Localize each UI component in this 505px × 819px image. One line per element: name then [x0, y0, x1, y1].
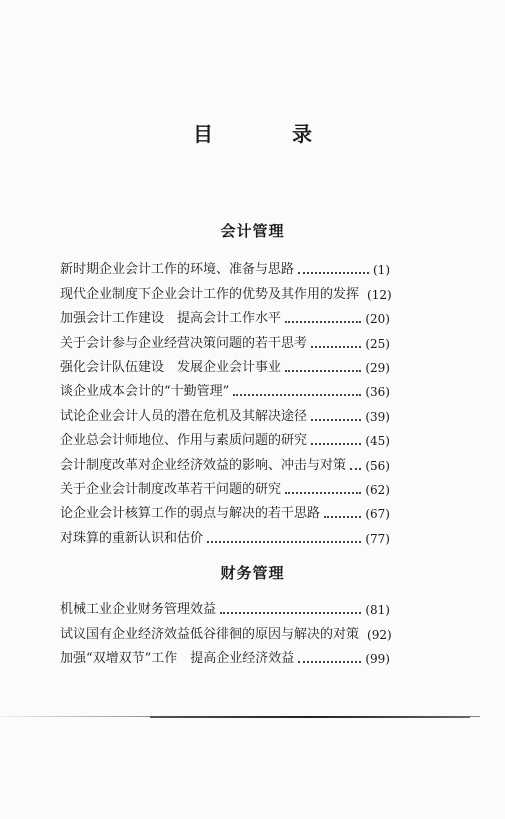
toc-entry-page: (29)	[365, 360, 390, 375]
toc-entry[interactable]	[60, 302, 390, 326]
toc-entry[interactable]	[60, 448, 390, 472]
toc-entry[interactable]	[60, 375, 390, 399]
section-heading-finance: 财务管理	[220, 564, 285, 582]
toc-entry-title: 新时期企业会计工作的环境、准备与思路	[60, 262, 295, 278]
toc-entry-title: 试议国有企业经济效益低谷徘徊的原因与解决的对策	[60, 626, 360, 642]
dot-leader	[233, 393, 361, 396]
toc-entry-title: 加强会计工作建设 提高会计工作水平	[60, 311, 282, 327]
toc-entry[interactable]	[60, 497, 390, 521]
toc-entry[interactable]	[60, 593, 390, 617]
toc-entry-title: 会计制度改革对企业经济效益的影响、冲击与对策	[60, 457, 347, 473]
toc-entry-page: (92)	[367, 627, 392, 642]
page-title: 目 录	[193, 122, 348, 146]
toc-entry[interactable]	[60, 473, 390, 497]
toc-entry[interactable]	[60, 253, 390, 277]
toc-entry-title: 关于企业会计制度改革若干问题的研究	[60, 481, 282, 497]
toc-entry[interactable]	[60, 326, 390, 350]
toc-entry-title: 关于会计参与企业经营决策问题的若干思考	[60, 335, 308, 351]
dot-leader	[298, 660, 361, 663]
toc-entry-title: 谈企业成本会计的“十勤管理”	[60, 384, 230, 400]
toc-entry-page: (77)	[365, 531, 390, 546]
toc-entry-page: (56)	[365, 458, 390, 473]
toc-entry-title: 试论企业会计人员的潜在危机及其解决途径	[60, 408, 308, 424]
dot-leader	[285, 369, 361, 372]
toc-entry[interactable]	[60, 424, 390, 448]
toc-entry-page: (12)	[367, 287, 392, 302]
section-heading-accounting: 会计管理	[220, 222, 285, 240]
dot-leader	[220, 611, 361, 614]
dot-leader	[285, 320, 361, 323]
toc-entry-page: (99)	[365, 652, 390, 667]
toc-entry[interactable]	[60, 277, 390, 301]
toc-list-finance	[60, 593, 390, 666]
dot-leader	[311, 418, 361, 421]
toc-entry-title: 对珠算的重新认识和估价	[60, 530, 204, 546]
toc-entry-title: 强化会计队伍建设 发展企业会计事业	[60, 359, 282, 375]
toc-entry[interactable]	[60, 351, 390, 375]
toc-entry[interactable]	[60, 521, 390, 545]
toc-list-accounting	[60, 253, 390, 546]
toc-entry-page: (67)	[365, 507, 390, 522]
toc-entry-page: (81)	[365, 603, 390, 618]
dot-leader	[324, 515, 361, 518]
dot-leader	[311, 442, 361, 445]
toc-entry-title: 现代企业制度下企业会计工作的优势及其作用的发挥	[60, 286, 360, 302]
toc-entry[interactable]	[60, 399, 390, 423]
toc-entry-page: (1)	[373, 263, 390, 278]
toc-entry-page: (20)	[365, 312, 390, 327]
toc-entry-title: 企业总会计师地位、作用与素质问题的研究	[60, 433, 308, 449]
toc-entry-page: (39)	[365, 409, 390, 424]
toc-entry[interactable]	[60, 642, 390, 666]
toc-entry-title: 加强“双增双节”工作 提高企业经济效益	[60, 651, 295, 667]
toc-entry-page: (45)	[365, 434, 390, 449]
dot-leader	[298, 271, 369, 274]
footer-rule-thick	[150, 716, 470, 718]
dot-leader	[207, 540, 361, 543]
dot-leader	[350, 467, 361, 470]
dot-leader	[285, 491, 361, 494]
toc-entry-page: (36)	[365, 385, 390, 400]
toc-entry[interactable]	[60, 617, 390, 641]
toc-entry-title: 机械工业企业财务管理效益	[60, 602, 217, 618]
toc-entry-title: 论企业会计核算工作的弱点与解决的若干思路	[60, 506, 321, 522]
dot-leader	[311, 345, 361, 348]
toc-entry-page: (62)	[365, 482, 390, 497]
toc-entry-page: (25)	[365, 336, 390, 351]
